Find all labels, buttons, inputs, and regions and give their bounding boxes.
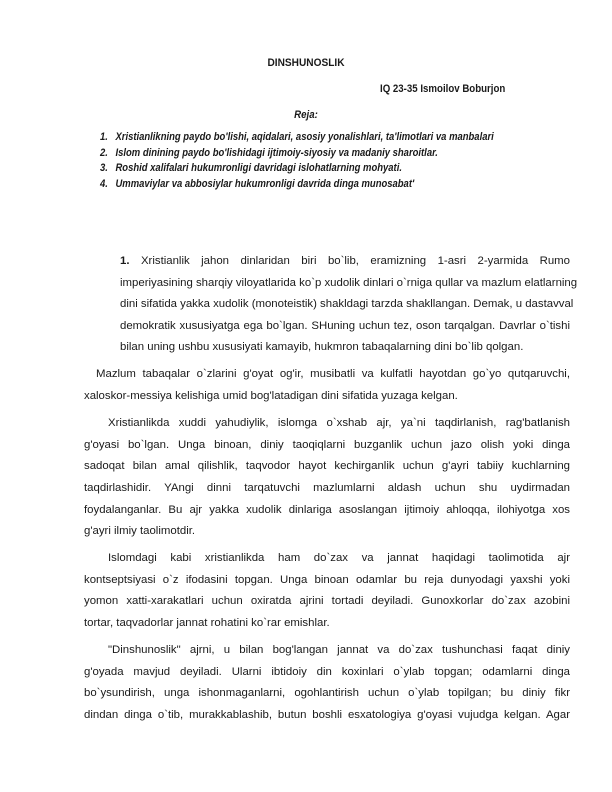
text-line: imperiyasining sharqiy viloyatlarida ko`p xudolik dinlari o`rniga qullar va mazlum elatlarning [120, 276, 578, 289]
document-body [84, 251, 578, 732]
paragraph-1 [84, 251, 578, 359]
text-line: g'ayri ilmiy taolimotdir. [84, 525, 196, 538]
text-line: xaloskor-messiya kelishiga umid bog'latadigan dini sifatida yuzaga kelgan. [84, 390, 458, 403]
section-number: 1. [120, 255, 130, 267]
text-line: dindan dinga o`tib, murakkablashib, butun boshli esxatologiya g'oyasi vujudga kelgan. Agar [84, 708, 570, 721]
text-line: foydalanganlar. Bu ajr yakka xudolik dinlariga asoslangan ijtimoiy ahloqqa, ilohiyotga xos [84, 503, 570, 516]
paragraph-3 [84, 413, 570, 543]
text-line: bo`ysundirish, unga ishonmaganlarni, ogohlantirish uchun o`ylab topilgan; bu diniy fikr [84, 687, 570, 700]
document-title: DINSHUNOSLIK [267, 57, 345, 69]
plan-item [100, 146, 494, 162]
plan-list [100, 130, 558, 192]
paragraph-2 [84, 364, 570, 407]
text-line: "Dinshunoslik" ajrni, u bilan bog'langan jannat va do`zax tushunchasi faqat diniy [108, 644, 570, 657]
plan-item-text: Ummaviylar va abbosiylar hukumronligi davrida dinga munosabat' [115, 177, 415, 190]
text-line: sadoqat bilan amal qilishlik, taqvodor hayot kechirganlik uchun g'ayri tabiiy kuchlarning [84, 460, 570, 473]
plan-item [100, 130, 494, 146]
plan-item-number: 4. [100, 177, 108, 190]
plan-item-number: 2. [100, 146, 108, 159]
text-line: bilan uning ushbu xususiyati kamayib, hukmron tabaqalarning dini bo`lib qolgan. [120, 341, 524, 354]
plan-item-number: 3. [100, 162, 108, 174]
text-line: Islomdagi kabi xristianlikda ham do`zax va jannat haqidagi taolimotida ajr [108, 552, 570, 565]
plan-item-text: Xristianlikning paydo bo'lishi, aqidalari, asosiy yonalishlari, ta'limotlari va manbalari [115, 131, 494, 143]
text-line: 1. Xristianlik jahon dinlaridan biri bo`lib, eramizning 1-asri 2-yarmida Rumo [120, 255, 570, 267]
plan-item-text: Roshid xalifalari hukumronligi davridagi islohatlarning mohyati. [115, 162, 402, 174]
plan-item-text: Islom dinining paydo bo'lishidagi ijtimoiy-siyosiy va madaniy sharoitlar. [115, 146, 438, 159]
plan-item [100, 177, 494, 193]
author-line: IQ 23-35 Ismoilov Boburjon [380, 83, 506, 95]
text-line: tortar, taqvadorlar jannat rohatini ko`rar emishlar. [84, 617, 330, 629]
text-line: Mazlum tabaqalar o`zlarini g'oyat og'ir, musibatli va kulfatli hayotdan go`yo qutqaruvchi, [96, 368, 570, 381]
plan-item-number: 1. [100, 131, 108, 143]
text-line: Xristianlikda xuddi yahudiylik, islomga o`xshab ajr, ya`ni taqdirlanish, rag'batlanish [108, 417, 570, 430]
paragraph-5 [84, 640, 570, 726]
plan-heading: Reja: [294, 109, 318, 121]
paragraph-4 [84, 548, 570, 634]
text-line: taqdirlashidir. YAngi dinni tarqatuvchi mazlumlarni aldash uchun shu uydirmadan [84, 481, 570, 494]
plan-item [100, 161, 494, 177]
text-line: demokratik xususiyatga ega bo`lgan. SHuning uchun tez, oson tarqalgan. Davrlar o`tishi [120, 319, 570, 332]
text-line: kontseptsiyasi o`z ifodasini topgan. Unga binoan odamlar bu reja dunyodagi yaxshi yoki [84, 573, 570, 586]
text-line: dini sifatida yakka xudolik (monoteistik) shakldagi tarzda shakllangan. Demak, u dastavval [120, 298, 574, 311]
text-line: g'oyada mavjud deyiladi. Ularni ibtidoiy din koxinlari o`ylab topgan; odamlarni dinga [84, 665, 570, 678]
text-line: g'oyasi bo`lgan. Unga binoan, diniy taoqiqlarni buzganlik uchun jazo olish yoki dinga [84, 438, 570, 451]
text-line: yomon xatti-xarakatlari uchun oxiratda ajrini tortadi deyiladi. Gunoxkorlar do`zax azobini [84, 595, 570, 608]
